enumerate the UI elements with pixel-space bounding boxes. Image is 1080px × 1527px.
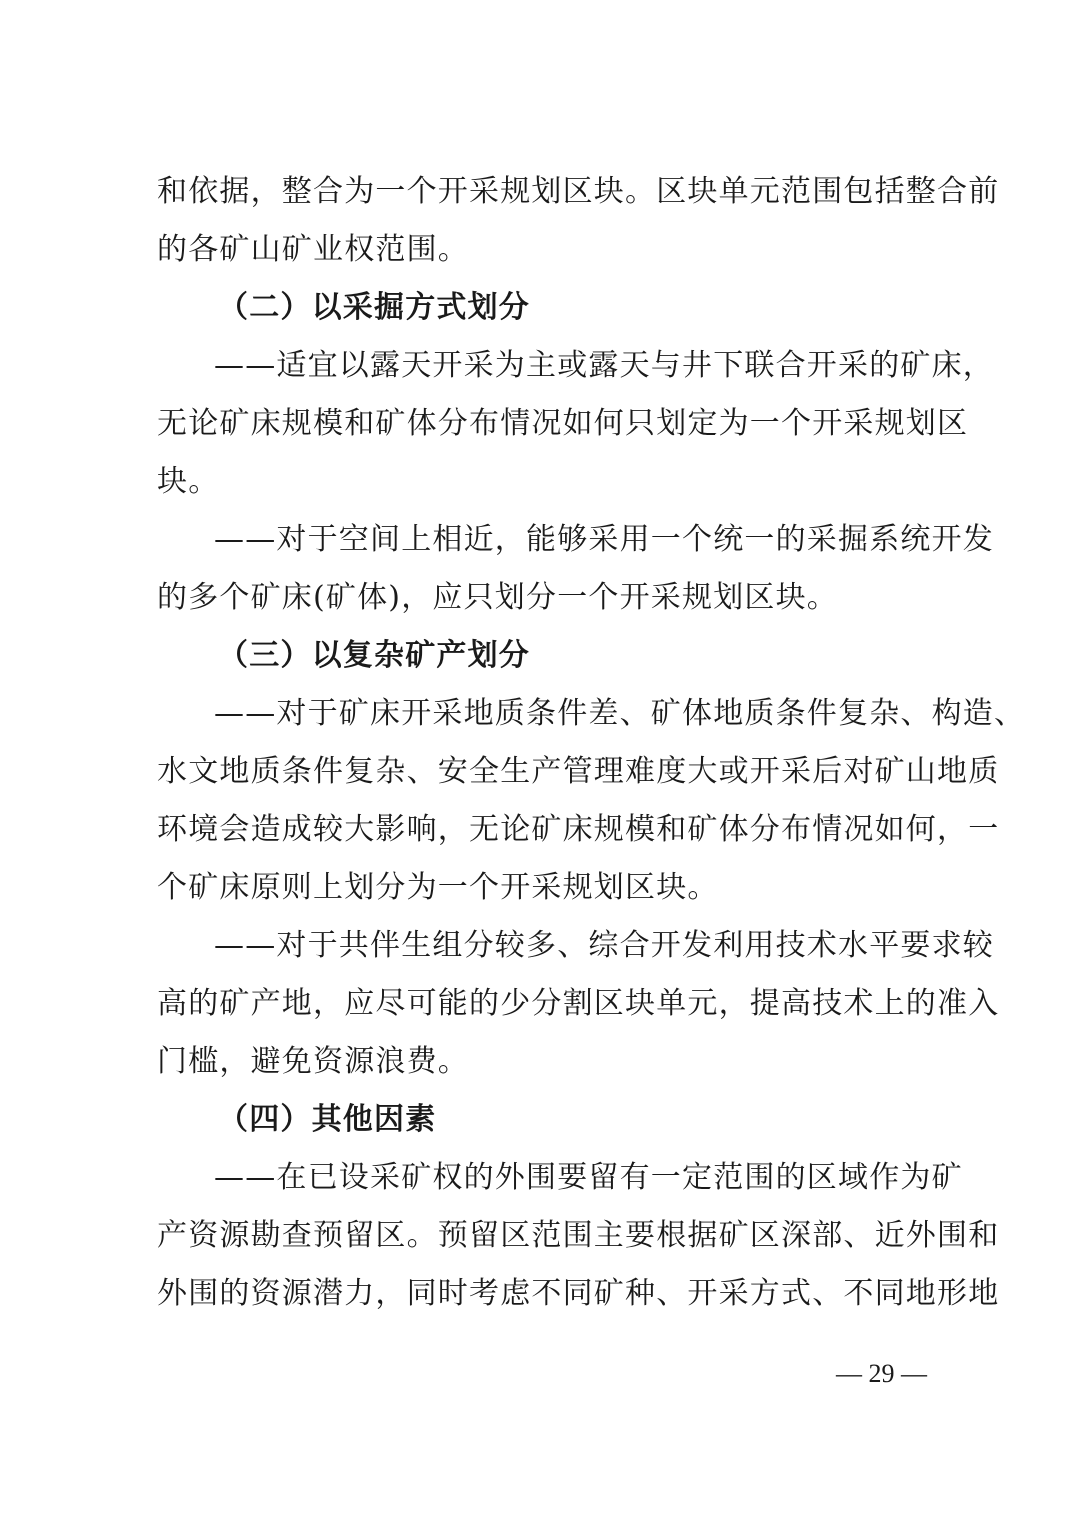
- body-text-line: ——对于矿床开采地质条件差、矿体地质条件复杂、构造、: [214, 696, 1026, 731]
- body-text-line: 块。: [157, 464, 220, 499]
- body-text-line: 外围的资源潜力，同时考虑不同矿种、开采方式、不同地形地: [157, 1276, 1000, 1311]
- body-text-line: 和依据，整合为一个开采规划区块。区块单元范围包括整合前: [157, 174, 1000, 209]
- body-text-line: 无论矿床规模和矿体分布情况如何只划定为一个开采规划区: [157, 406, 969, 441]
- section-heading-3: （三）以复杂矿产划分: [218, 638, 530, 673]
- body-text-line: 水文地质条件复杂、安全生产管理难度大或开采后对矿山地质: [157, 754, 1000, 789]
- body-text-line: ——在已设采矿权的外围要留有一定范围的区域作为矿: [214, 1160, 963, 1195]
- body-text-line: 环境会造成较大影响，无论矿床规模和矿体分布情况如何，一: [157, 812, 1000, 847]
- body-text-line: 门槛，避免资源浪费。: [157, 1044, 469, 1079]
- body-text-line: 高的矿产地，应尽可能的少分割区块单元，提高技术上的准入: [157, 986, 1000, 1021]
- body-text-line: 产资源勘查预留区。预留区范围主要根据矿区深部、近外围和: [157, 1218, 1000, 1253]
- section-heading-4: （四）其他因素: [218, 1102, 437, 1137]
- body-text-line: ——适宜以露天开采为主或露天与井下联合开采的矿床，: [214, 348, 994, 383]
- body-text-line: ——对于空间上相近，能够采用一个统一的采掘系统开发: [214, 522, 994, 557]
- body-text-line: ——对于共伴生组分较多、综合开发利用技术水平要求较: [214, 928, 994, 963]
- body-text-line: 的多个矿床(矿体)，应只划分一个开采规划区块。: [157, 580, 839, 615]
- page-number: — 29 —: [836, 1359, 927, 1388]
- section-heading-2: （二）以采掘方式划分: [218, 290, 530, 325]
- body-text-line: 个矿床原则上划分为一个开采规划区块。: [157, 870, 719, 905]
- body-text-line: 的各矿山矿业权范围。: [157, 232, 469, 267]
